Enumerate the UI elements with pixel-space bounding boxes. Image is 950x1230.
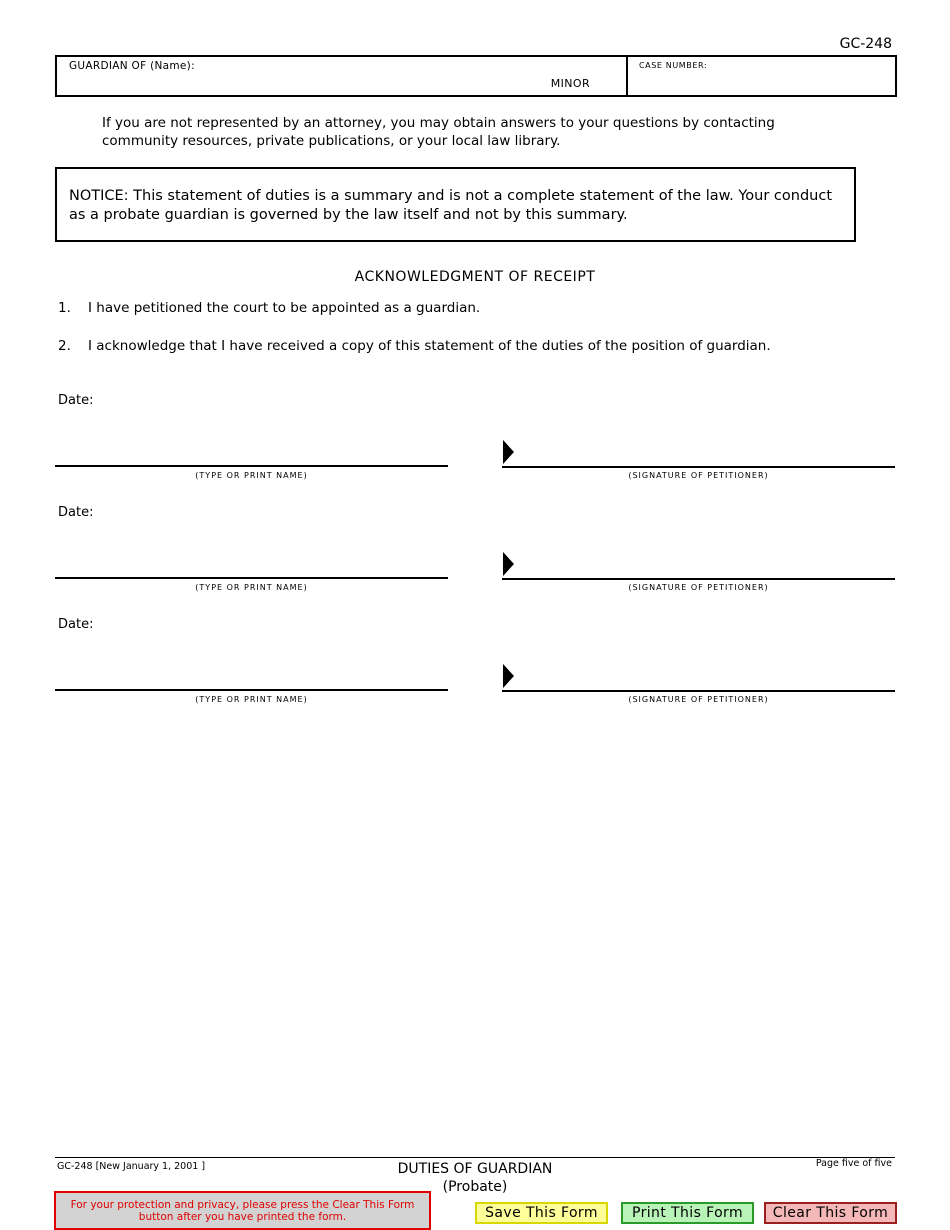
name-input-line-2[interactable] [55, 577, 448, 579]
signature-line-2[interactable] [502, 578, 895, 580]
save-form-button[interactable]: Save This Form [475, 1202, 608, 1224]
privacy-notice-text: For your protection and privacy, please press the Clear This Form button after you have printed the form. [70, 1198, 415, 1223]
footer-divider [55, 1157, 895, 1158]
guardian-of-label: GUARDIAN OF (Name): [69, 60, 195, 72]
clear-form-button[interactable]: Clear This Form [764, 1202, 897, 1224]
ack-item-number: 2. [58, 338, 71, 354]
signature-caption-3: (SIGNATURE OF PETITIONER) [628, 695, 769, 704]
signature-arrow-icon [503, 664, 514, 688]
guardian-name-field[interactable] [57, 57, 628, 95]
name-input-line-1[interactable] [55, 465, 448, 467]
ack-item-text: I acknowledge that I have received a copy of this statement of the duties of the position of guardian. [88, 338, 771, 354]
caption-box [55, 55, 897, 97]
signature-arrow-icon [503, 440, 514, 464]
ack-item-text: I have petitioned the court to be appointed as a guardian. [88, 300, 481, 316]
signature-line-1[interactable] [502, 466, 895, 468]
page-indicator: Page five of five [815, 1158, 892, 1169]
privacy-notice [54, 1191, 431, 1230]
signature-caption-1: (SIGNATURE OF PETITIONER) [628, 471, 769, 480]
minor-label: MINOR [550, 77, 590, 90]
ack-item-1 [58, 300, 480, 316]
ack-item-2 [58, 338, 771, 354]
print-form-button[interactable]: Print This Form [621, 1202, 754, 1224]
form-number: GC-248 [839, 36, 892, 52]
form-revision: GC-248 [New January 1, 2001 ] [57, 1161, 206, 1172]
name-caption-1: (TYPE OR PRINT NAME) [195, 471, 308, 480]
intro-text: If you are not represented by an attorney, you may obtain answers to your questions by contacting community resources, private publications, or your local law library. [102, 115, 775, 149]
case-number-label: CASE NUMBER: [639, 61, 708, 70]
name-caption-3: (TYPE OR PRINT NAME) [195, 695, 308, 704]
footer-title: DUTIES OF GUARDIAN [397, 1161, 553, 1177]
signature-line-3[interactable] [502, 690, 895, 692]
notice-box [55, 167, 856, 242]
notice-text: NOTICE: This statement of duties is a summary and is not a complete statement of the law. Your conduct as a probate guardian is governed by the law itself and not by this summary. [69, 187, 832, 223]
name-caption-2: (TYPE OR PRINT NAME) [195, 583, 308, 592]
name-input-line-3[interactable] [55, 689, 448, 691]
footer-subtitle: (Probate) [442, 1179, 508, 1195]
signature-caption-2: (SIGNATURE OF PETITIONER) [628, 583, 769, 592]
date-label-1: Date: [58, 393, 94, 408]
acknowledgment-title: ACKNOWLEDGMENT OF RECEIPT [354, 269, 596, 285]
signature-arrow-icon [503, 552, 514, 576]
date-label-2: Date: [58, 505, 94, 520]
case-number-field[interactable] [628, 57, 895, 95]
ack-item-number: 1. [58, 300, 71, 316]
date-label-3: Date: [58, 617, 94, 632]
